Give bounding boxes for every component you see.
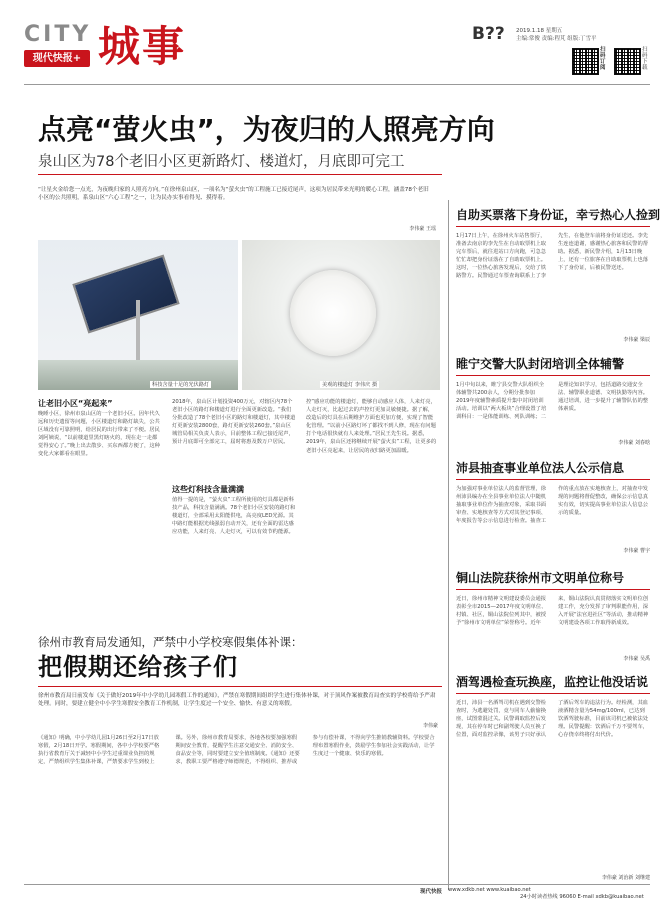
footer-website: www.xdkb.net www.kuaibao.net: [448, 887, 531, 893]
edu-headline: 把假期还给孩子们: [38, 653, 238, 681]
article-byline-tongshan-court: 李伟豪 吴禹: [623, 656, 650, 662]
lead-subtitle-2: 这些灯科技含量满满: [172, 485, 244, 494]
lead-headline: 点亮“萤火虫”，为夜归的人照亮方向: [38, 113, 495, 146]
article-byline-traffic-police: 李伟豪 刘春晗: [618, 440, 650, 446]
article-headline-tongshan-court: 铜山法院获徐州市文明单位称号: [456, 571, 625, 585]
edu-rule: [38, 686, 442, 687]
article-headline-peixian-check: 沛县抽查事业单位法人公示信息: [456, 461, 625, 475]
photo-caption-right: 美观的楼道灯 李伟庆 摄: [322, 382, 378, 388]
article-rule-1: [456, 375, 650, 376]
brand-badge: [24, 50, 90, 67]
article-body-id-found: 1月17日上午，在徐州火车站售票厅，准备去南京的李先生在自动取票机上取完车票后，就往进站口方向跑，可急急忙忙却把身份证落在了自助取票机上。这时，一位热心旅客发现后，交给了铁路警方。民警通过车票查询联系上了李先生，在他登车前将身份证送还。李先生连连道谢，感谢热心旅客和民警的帮助。据悉，新民警介绍，1月13日晚上，还有一位旅客在自助取票机上也落下了身份证，后被民警送还。: [456, 233, 649, 280]
edu-kicker: 徐州市教育局发通知，严禁中小学校寒假集体补课：: [38, 635, 303, 649]
lead-col-3: 控”感应功能的楼道灯，能够自动感应人体，人来灯亮，人走灯灭，比起过去的声控灯更加灵敏便捷。据了解，改造后的灯具在后期维护方面也更加方便，实现了智能化管理。“以前小区路灯坏了都找不到人修，现在有问题打个电话很快就有人来处理。”居民王先生说。据悉，2019年，泉山区还将继续开展“萤火虫”工程，让更多的老旧小区亮起来，让居民的夜归路更加温暖。: [306, 399, 437, 454]
lead-col-2b: 值得一提的是，“萤火虫”工程所使用的灯具都是新科技产品，科技含量满满。78个老旧小区安装的路灯和楼道灯，全部采用太阳能供电，高亮度LED光源。其中路灯能根据光线强弱自动开关，还有全面的雷达感应功能，人来灯亮、人走灯灭，可以有效节约能源。: [172, 497, 296, 536]
article-body-tongshan-court: 近日，徐州市精神文明建设委员会通报表彰全市2015—2017年度文明单位、村镇、社区，铜山法院位列其中，被授予“徐州市文明单位”荣誉称号。近年来，铜山法院认真贯彻落实文明单位创建工作，充分发挥了审判职能作用，深入开展“法官进社区”等活动，推动精神文明建设各项工作取得新成效。: [456, 596, 649, 627]
lead-intro: “让星火金给您一点光，为夜晚归家的人照亮方向。”在徐州泉山区，一项名为“萤火虫”的工程施工已接近尾声，这项为居民带来光明的暖心工程，涵盖78个老旧小区的公共照明，系泉山区“六心工程”之一，让为民办实事看得见、摸得着。: [38, 187, 429, 202]
article-rule-2: [456, 479, 650, 480]
city-label: CITY: [24, 22, 92, 47]
edu-byline: 李伟豪: [422, 723, 438, 729]
section-title: 城事: [98, 22, 187, 71]
article-byline-drunk-driving: 李伟豪 刘治新 刘继建: [601, 875, 650, 881]
footer-rule: [24, 884, 650, 885]
lead-col-1: 晚睡小区，徐州市泉山区的一个老旧小区。因年代久远和历史遗留等问题，小区楼道灯和路灯缺失，公共区域没有可靠照明，给居民的出行带来了不便。居民刘阿姨说，“以前楼道里黑灯瞎火的，现在走一走都觉得安心了。”晚上出去散步、买东西都方便了，这种变化大家都看在眼里。: [38, 411, 160, 458]
article-headline-traffic-police: 睢宁交警大队封闭培训全体辅警: [456, 357, 625, 371]
footer-contact: 24小时读者热线 96060 E-mail xdkb@kuaibao.net: [520, 894, 644, 900]
page-code: B??: [472, 24, 505, 44]
masthead: [24, 22, 650, 100]
editors-line: 主编:常俊 责编:程芃 组版:丁雪平: [516, 36, 597, 42]
article-rule-3: [456, 589, 650, 590]
article-body-traffic-police: 1月中旬以来，睢宁县交警大队组织全体辅警共200余人，分期分批参加2019年度辅警素质提升集中封闭培训活动。培训以“两大板块”合理设置了培训科目：一是体能训练、列队训练；二是理论知识学习，包括道路交通安全法、辅警职业道德、文明执勤等内容。通过培训，进一步提升了辅警队伍的整体素质。: [456, 382, 649, 421]
lead-rule: [38, 174, 442, 175]
right-divider: [448, 200, 449, 890]
qr-code-subscribe: [572, 48, 599, 75]
lead-subhead: 泉山区为78个老旧小区更新路灯、楼道灯，月底即可完工: [38, 154, 405, 170]
article-headline-drunk-driving: 酒驾遇检查玩换座，监控让他没话说: [456, 675, 649, 689]
qr-label-download: 扫码下载: [642, 47, 648, 71]
photo-caption-left: 科技含量十足的光伏路灯: [152, 382, 210, 388]
masthead-rule: [24, 84, 650, 85]
article-rule-0: [456, 226, 650, 227]
photo-solar-streetlight: [38, 240, 238, 390]
lead-byline: 李伟豪 王瑶: [409, 226, 436, 232]
edu-body: 《通知》明确，中小学幼儿园1月26日至2月17日放寒假，2月18日开学。寒假期间，各中小学校要严格执行省教育厅关于减轻中小学生过重课业负担的规定，严禁组织学生集体补课，严禁要求学生到校上课。另外，徐州市教育局要求，各地各校要加强寒假期间安全教育，提醒学生注意交通安全、消防安全、食品安全等，同时要建立安全值班制度。《通知》还要求，教职工要严格遵守师德规范，不得组织、推荐或参与有偿补课，不得向学生推销教辅资料。学校要合理布置寒假作业，鼓励学生参加社会实践活动，让学生度过一个健康、快乐的寒假。: [38, 735, 435, 766]
lead-col-2: 2018年，泉山区计划投资400万元，对辖区内78个老旧小区的路灯和楼道灯进行全面更新改造。“我们分批改造了78个老旧小区的路灯和楼道灯，其中楼道灯更新安装2800套，路灯更新安装260套。”泉山区城管局相关负责人表示，目前整体工程已接近尾声，预计月底即可全部完工，届时将惠及数万户居民。: [172, 399, 296, 446]
lead-subtitle-1: 让老旧小区“亮起来”: [38, 399, 113, 408]
qr-code-download: [614, 48, 641, 75]
footer-brand: 现代快报: [420, 889, 443, 895]
article-byline-peixian-check: 李伟豪 曹宇: [623, 548, 650, 554]
qr-label-subscribe: 扫码订阅: [600, 47, 606, 71]
photo-corridor-light: [242, 240, 440, 390]
article-body-peixian-check: 为加强对事业单位法人的监督管理，徐州沛县编办在全县事业单位法人中随机抽取事业单位作为抽查对象，采取书面审查、实地核查等方式对其登记事项、年度报告等公示信息进行检查。抽查工作的重点放在实地核查上，对抽查中发现的问题将督促整改，确保公示信息真实有效，切实提高事业单位法人信息公示的质量。: [456, 486, 649, 525]
date-line: 2019.1.18 星期五: [516, 28, 563, 34]
article-rule-4: [456, 693, 650, 694]
brand-label: 现代快报+: [32, 53, 82, 64]
edu-intro: 徐州市教育局日前发布《关于做好2019年中小学幼儿园寒假工作的通知》，严禁在寒假期间组织学生进行集体补课，对于顶风作案被教育局查实的学校将给予严肃处理。同时，要建立健全中小学生寒假安全教育工作机制，让学生度过一个安全、愉快、有意义的寒假。: [38, 693, 436, 708]
article-headline-id-found: 自助买票落下身份证，幸亏热心人捡到: [456, 208, 661, 222]
article-body-drunk-driving: 近日，沛县一名酒驾司机在遇到交警检查时，为逃避处罚，竟与同车人偷偷换座，试图蒙混过关。民警调取监控后发现，其在停车时已和副驾驶人员互换了位置，面对监控录像，该男子只好承认了酒后驾车的违法行为。经检测，其血液酒精含量为54mg/100ml，已达到饮酒驾驶标准，目前该司机已被依法处理。民警提醒：饮酒后千万不要驾车，心存侥幸终将付出代价。: [456, 700, 649, 739]
article-byline-id-found: 李伟豪 梁辰: [623, 337, 650, 343]
